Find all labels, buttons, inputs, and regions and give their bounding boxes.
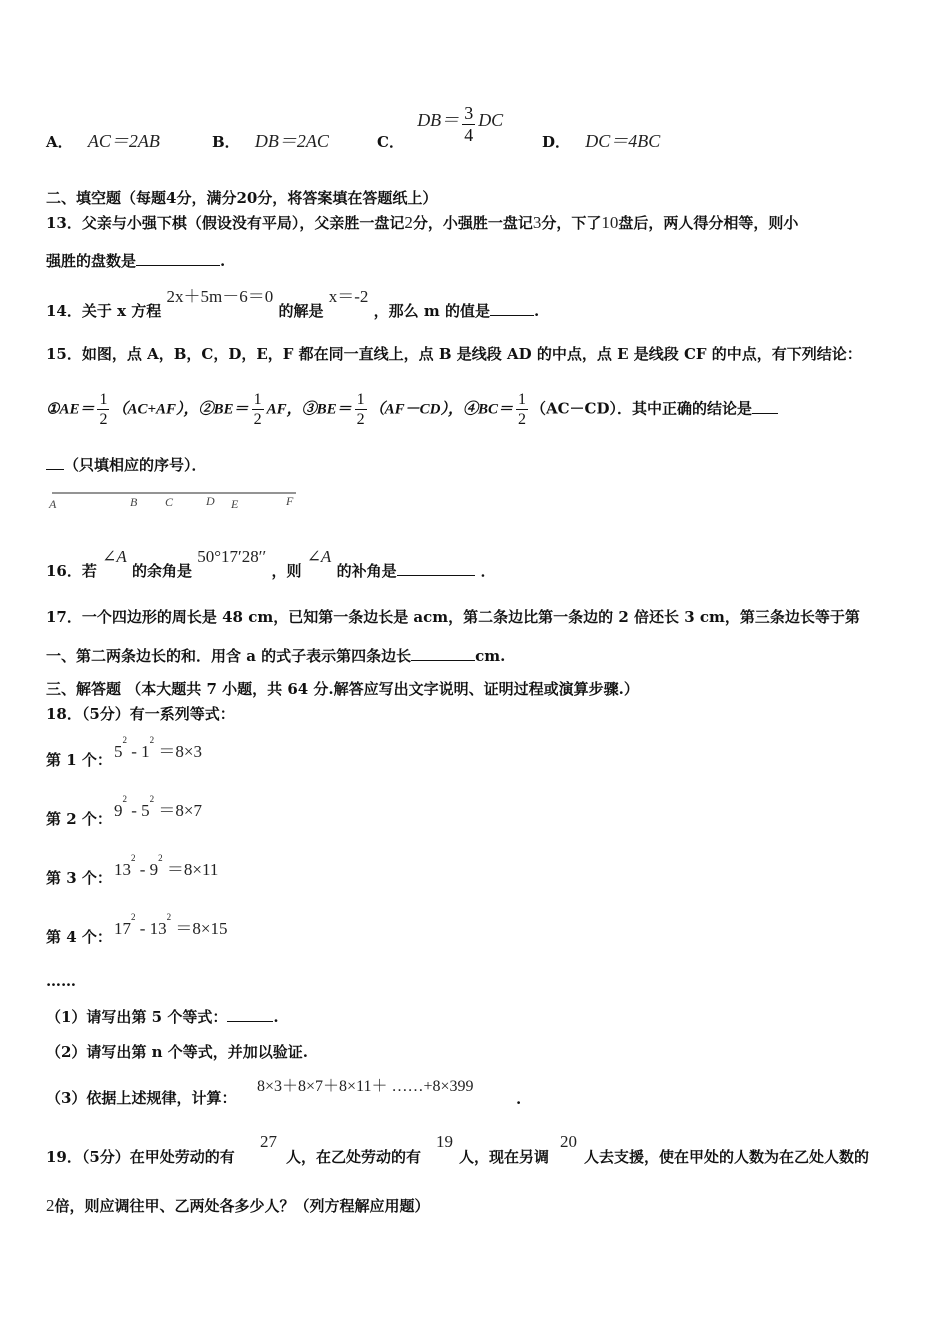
option-c: C． DB＝ $\frac{3}{4}$ DC <box>377 103 504 151</box>
answer-blank <box>490 303 534 316</box>
section-2-title: 二、填空题（每题4分，满分20分，将答案填在答题纸上） <box>46 189 438 207</box>
point-d-label: D <box>206 494 215 508</box>
equation-3: 第 3 个： $13^2 - 9^2 =8\times 11$ <box>46 853 219 887</box>
equation-4: 第 4 个： $17^2 - 13^2 =8\times 15$ <box>46 912 228 946</box>
angle-value: 50°17′28′′ <box>197 547 267 566</box>
option-b-expr: DB＝2AC <box>254 131 329 151</box>
answer-blank <box>46 457 64 470</box>
option-a-expr: AC＝2AB <box>87 131 160 151</box>
question-18-part2: （2）请写出第 n 个等式，并加以验证. <box>46 1043 309 1061</box>
point-b-label: B <box>130 495 138 509</box>
equation-2: 第 2 个： $9^2 - 5^2 =8\times 7$ <box>46 794 203 828</box>
equation: 2x＋5m－6＝0 <box>166 287 274 306</box>
option-b: B． DB＝2AC <box>212 131 329 151</box>
question-13-line1: 13．父亲与小强下棋（假设没有平局），父亲胜一盘记2分，小强胜一盘记3分，下了10盘后，两人得分相等，则小 <box>46 213 799 232</box>
question-19-line2: 2倍，则应调往甲、乙两处各多少人？（列方程解应用题） <box>46 1196 430 1215</box>
question-15-line1: 15．如图，点 A，B，C，D，E，F 都在同一直线上，点 B 是线段 AD 的中点，点 E 是线段 CF 的中点，有下列结论： <box>46 345 862 363</box>
option-d: D． DC＝4BC <box>542 131 661 151</box>
question-13-line2: 强胜的盘数是 . <box>46 252 226 270</box>
answer-blank <box>227 1009 273 1022</box>
question-16: 16．若 ∠A 的余角是 50°17′28′′ ，则 ∠A 的补角是 ． <box>46 547 496 580</box>
answer-blank <box>411 648 475 661</box>
section-3-title: 三、解答题 （本大题共 7 小题，共 64 分.解答应写出文字说明、证明过程或演算步骤.） <box>46 680 639 698</box>
option-c-fraction: $\frac{3}{4}$ <box>464 103 474 145</box>
equation-1: 第 1 个： $5^2 - 1^2 =8\times 3$ <box>46 735 203 769</box>
question-17-line2: 一、第二两条边长的和．用含 a 的式子表示第四条边长 cm. <box>46 647 506 665</box>
point-e-label: E <box>231 497 239 511</box>
question-18-part3: （3）依据上述规律，计算： 8×3＋8×7＋8×11＋ ……+8×399 . <box>46 1073 236 1094</box>
option-d-expr: DC＝4BC <box>585 131 661 151</box>
point-c-label: C <box>165 495 174 509</box>
ellipsis: …… <box>46 972 76 990</box>
question-14: 14．关于 x 方程 2x＋5m－6＝0 的解是 x＝-2 ，那么 m 的值是 . <box>46 287 540 320</box>
segment-figure <box>44 484 304 512</box>
answer-blank <box>136 253 220 266</box>
sum-expression: 8×3＋8×7＋8×11＋ ……+8×399 <box>257 1078 474 1095</box>
solution: x＝-2 <box>328 287 369 306</box>
question-17-line1: 17．一个四边形的周长是 48 cm，已知第一条边长是 acm，第二条边比第一条边的 2 倍还长 3 cm，第三条边长等于第 <box>46 608 860 626</box>
question-15-conclusions: ①AE＝ $\frac{1}{2}$ （AC+AF），②BE＝ $\frac{1}{2}$ AF，③BE＝ $\frac{1}{2}$ （AF－CD），④BC＝ $\frac{1}{2}$ （AC－CD）．其中正确的结论是 <box>46 390 778 429</box>
question-19-line1: 19．（5分）在甲处劳动的有 27 人，在乙处劳动的有 19 人，现在另调 20 人去支援，使在甲处的人数为在乙处人数的 <box>46 1132 870 1166</box>
answer-blank <box>752 401 778 414</box>
question-18-part1: （1）请写出第 5 个等式： . <box>46 1008 279 1026</box>
question-18-intro: 18．（5分）有一系列等式： <box>46 705 235 723</box>
option-a: A． AC＝2AB <box>46 131 160 151</box>
point-a-label: A <box>49 497 57 511</box>
question-15-line3: （只填相应的序号）． <box>46 454 207 475</box>
answer-blank <box>397 563 475 576</box>
point-f-label: F <box>286 494 294 508</box>
